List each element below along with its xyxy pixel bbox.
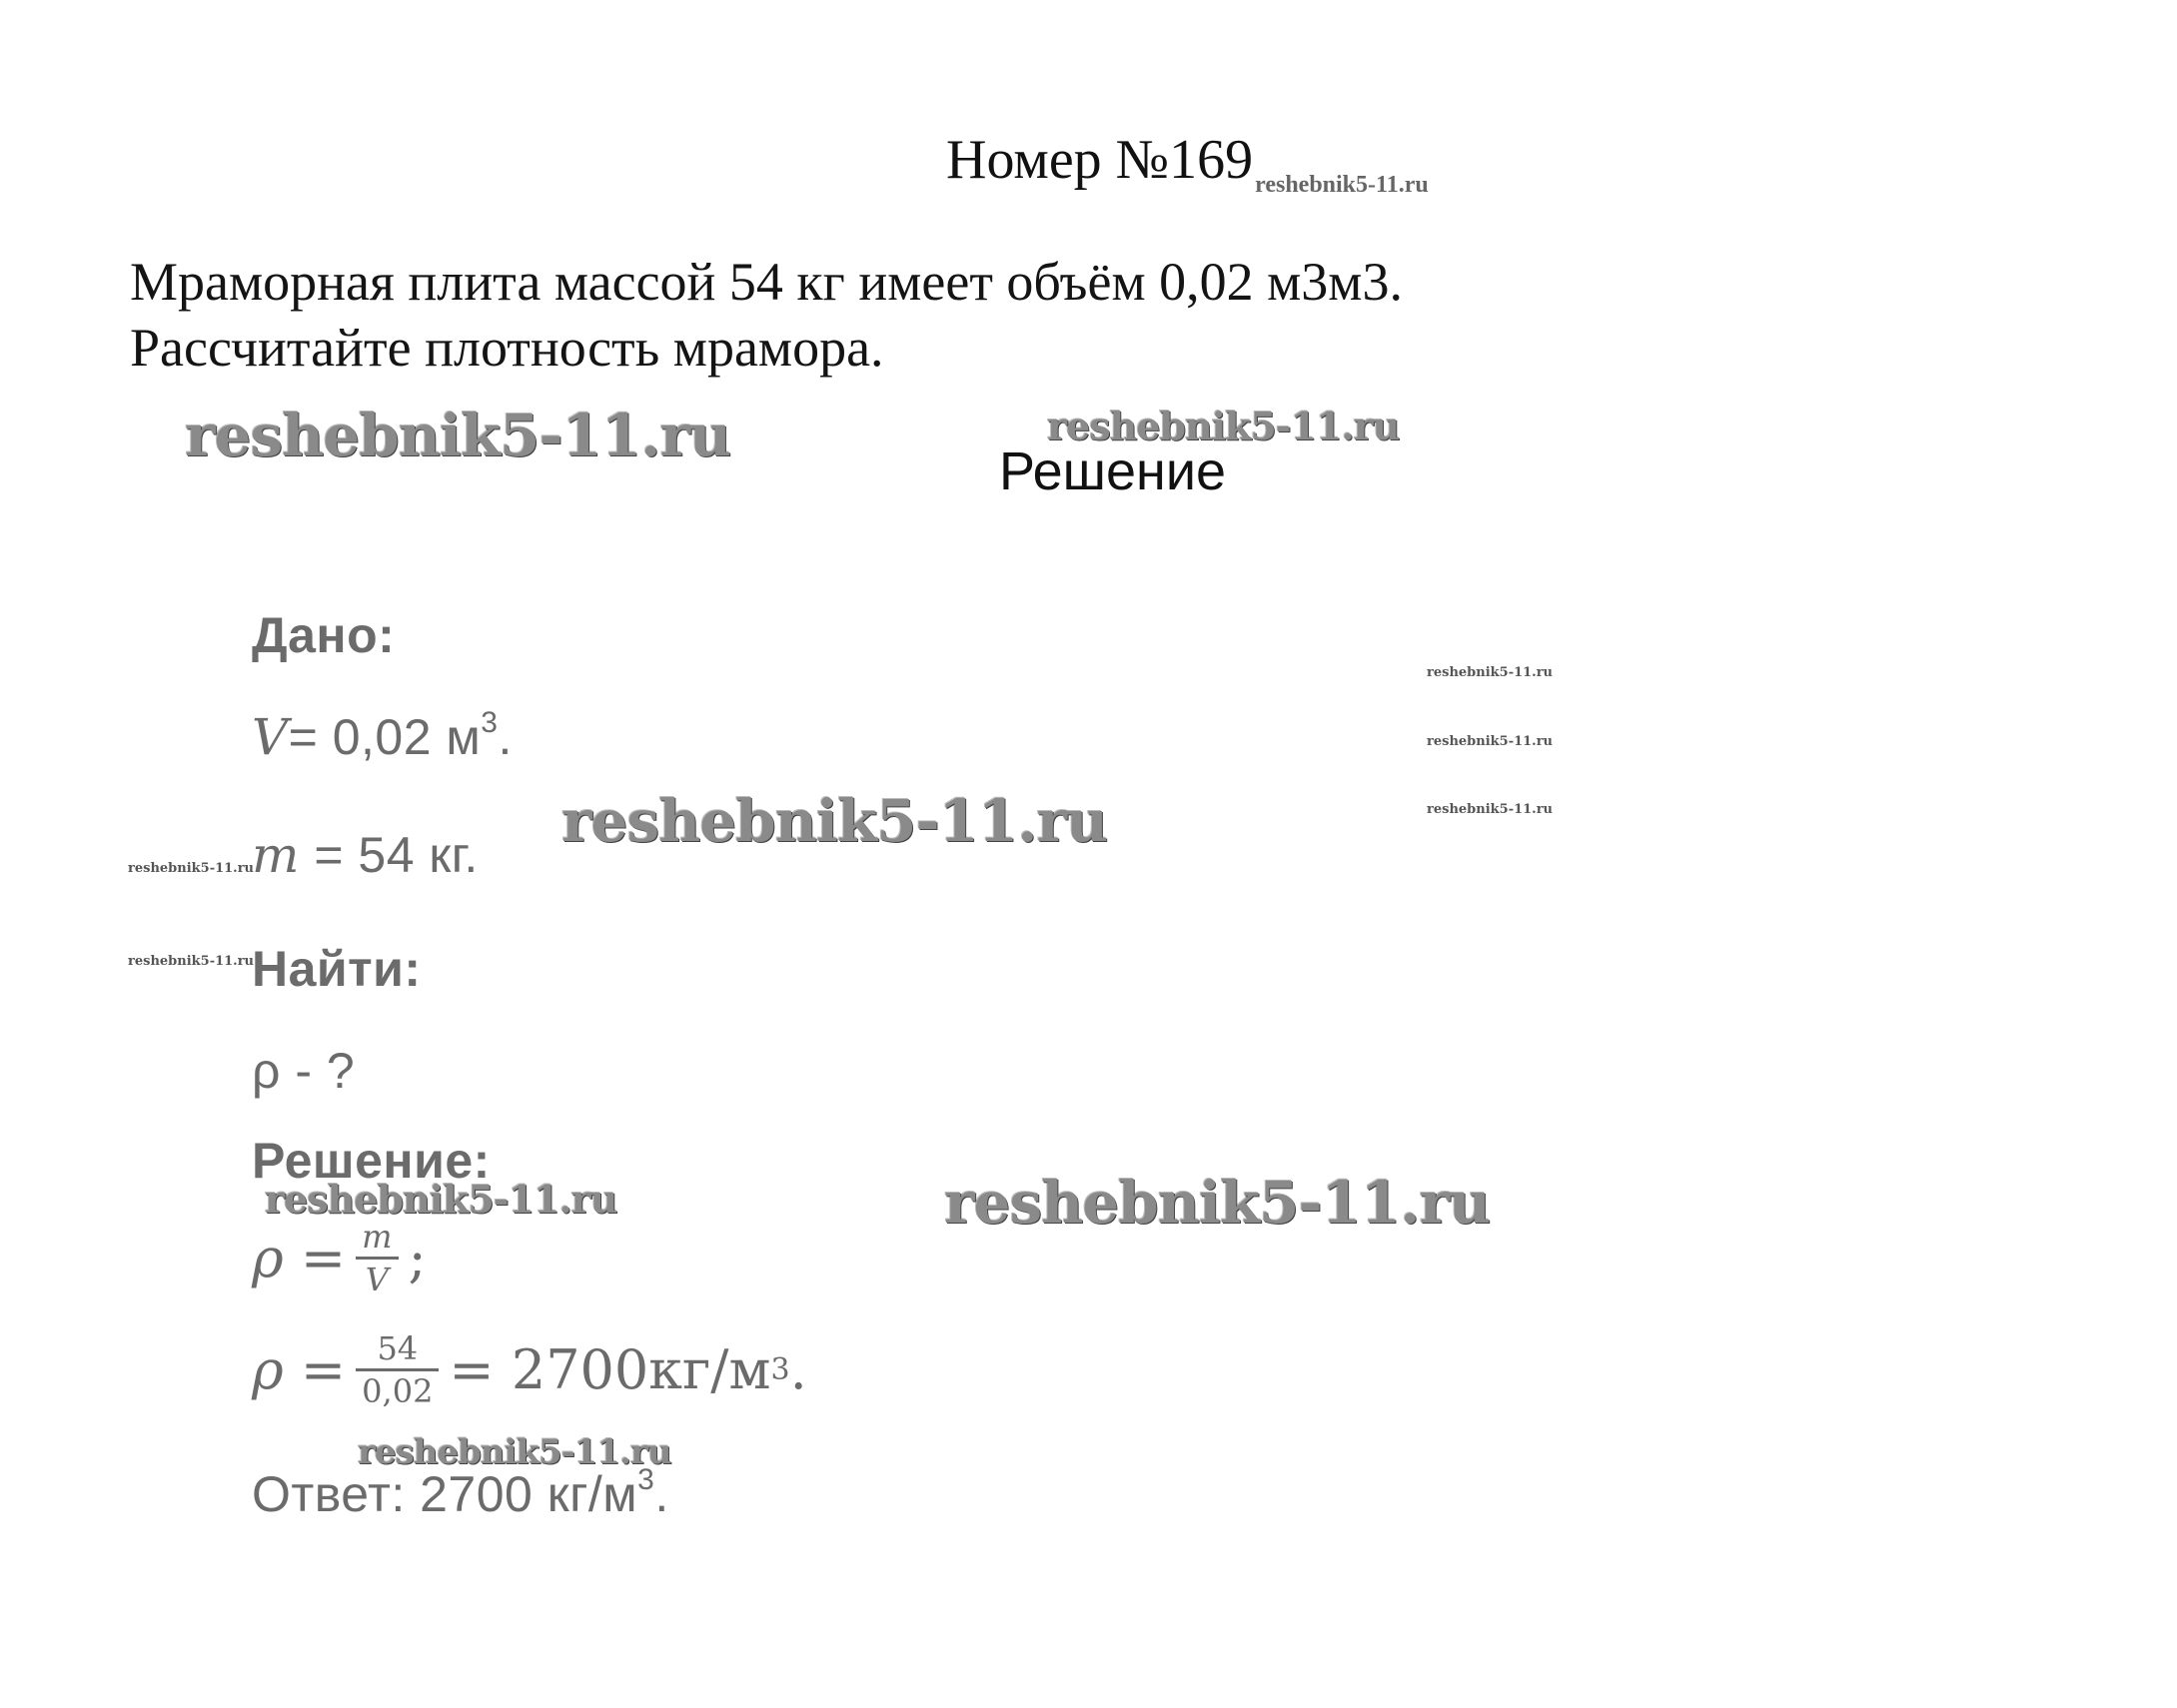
formula2-rhs: = 2700кг/м (449, 1338, 771, 1401)
given-mass (252, 825, 479, 885)
watermark-tiny: reshebnik5-11.ru (1427, 665, 1554, 680)
mass-symbol: m (252, 826, 300, 884)
answer-exponent: 3 (637, 1463, 655, 1496)
volume-symbol: V (252, 708, 289, 766)
watermark-tiny: reshebnik5-11.ru (128, 954, 255, 969)
problem-line-2: Рассчитайте плотность мрамора. (130, 318, 884, 378)
problem-line-1: Мраморная плита массой 54 кг имеет объём 0,02 м3м3. (130, 252, 1403, 312)
solution-heading: Решение (999, 441, 1227, 501)
answer-end: . (654, 1466, 669, 1522)
watermark: reshebnik5-11.ru (561, 787, 1108, 855)
watermark: reshebnik5-11.ru (944, 1169, 1491, 1237)
watermark: reshebnik5-11.ru (1047, 404, 1400, 448)
solution-label: Решение: (252, 1133, 491, 1189)
page-title (946, 128, 1429, 217)
watermark: reshebnik5-11.ru (358, 1432, 671, 1472)
formula2-numerator: 54 (377, 1329, 419, 1367)
formula1-end: ; (408, 1227, 427, 1289)
answer-line (252, 1464, 669, 1524)
answer-text: Ответ: 2700 кг/м (252, 1466, 638, 1522)
find-target: ρ - ? (252, 1043, 356, 1099)
volume-value: = 0,02 м (288, 709, 482, 765)
find-label: Найти: (252, 941, 422, 997)
watermark: reshebnik5-11.ru (185, 402, 731, 469)
formula2-denominator: 0,02 (362, 1372, 434, 1410)
title-text: Номер №169 (946, 129, 1254, 191)
formula-density-definition (252, 1217, 427, 1299)
title-watermark: reshebnik5-11.ru (1255, 172, 1429, 198)
formula1-numerator: m (362, 1218, 393, 1256)
volume-exponent: 3 (481, 706, 499, 739)
formula1-lhs: ρ = (252, 1227, 347, 1289)
watermark: reshebnik5-11.ru (265, 1177, 617, 1222)
watermark-tiny: reshebnik5-11.ru (1427, 802, 1554, 817)
formula2-fraction (356, 1328, 439, 1411)
formula2-lhs: ρ = (252, 1338, 347, 1401)
formula1-denominator: V (365, 1261, 389, 1298)
watermark-tiny: reshebnik5-11.ru (128, 861, 255, 876)
mass-value: = 54 кг. (299, 827, 479, 883)
formula1-fraction (356, 1217, 398, 1299)
given-label: Дано: (252, 607, 396, 663)
volume-end: . (498, 709, 513, 765)
given-volume (252, 707, 513, 767)
formula2-end: . (789, 1338, 807, 1401)
formula-density-calc: ρ = $\frac{54}{0,02}$ = 2700кг/м 3 . (252, 1329, 807, 1410)
watermark-tiny: reshebnik5-11.ru (1427, 734, 1554, 749)
